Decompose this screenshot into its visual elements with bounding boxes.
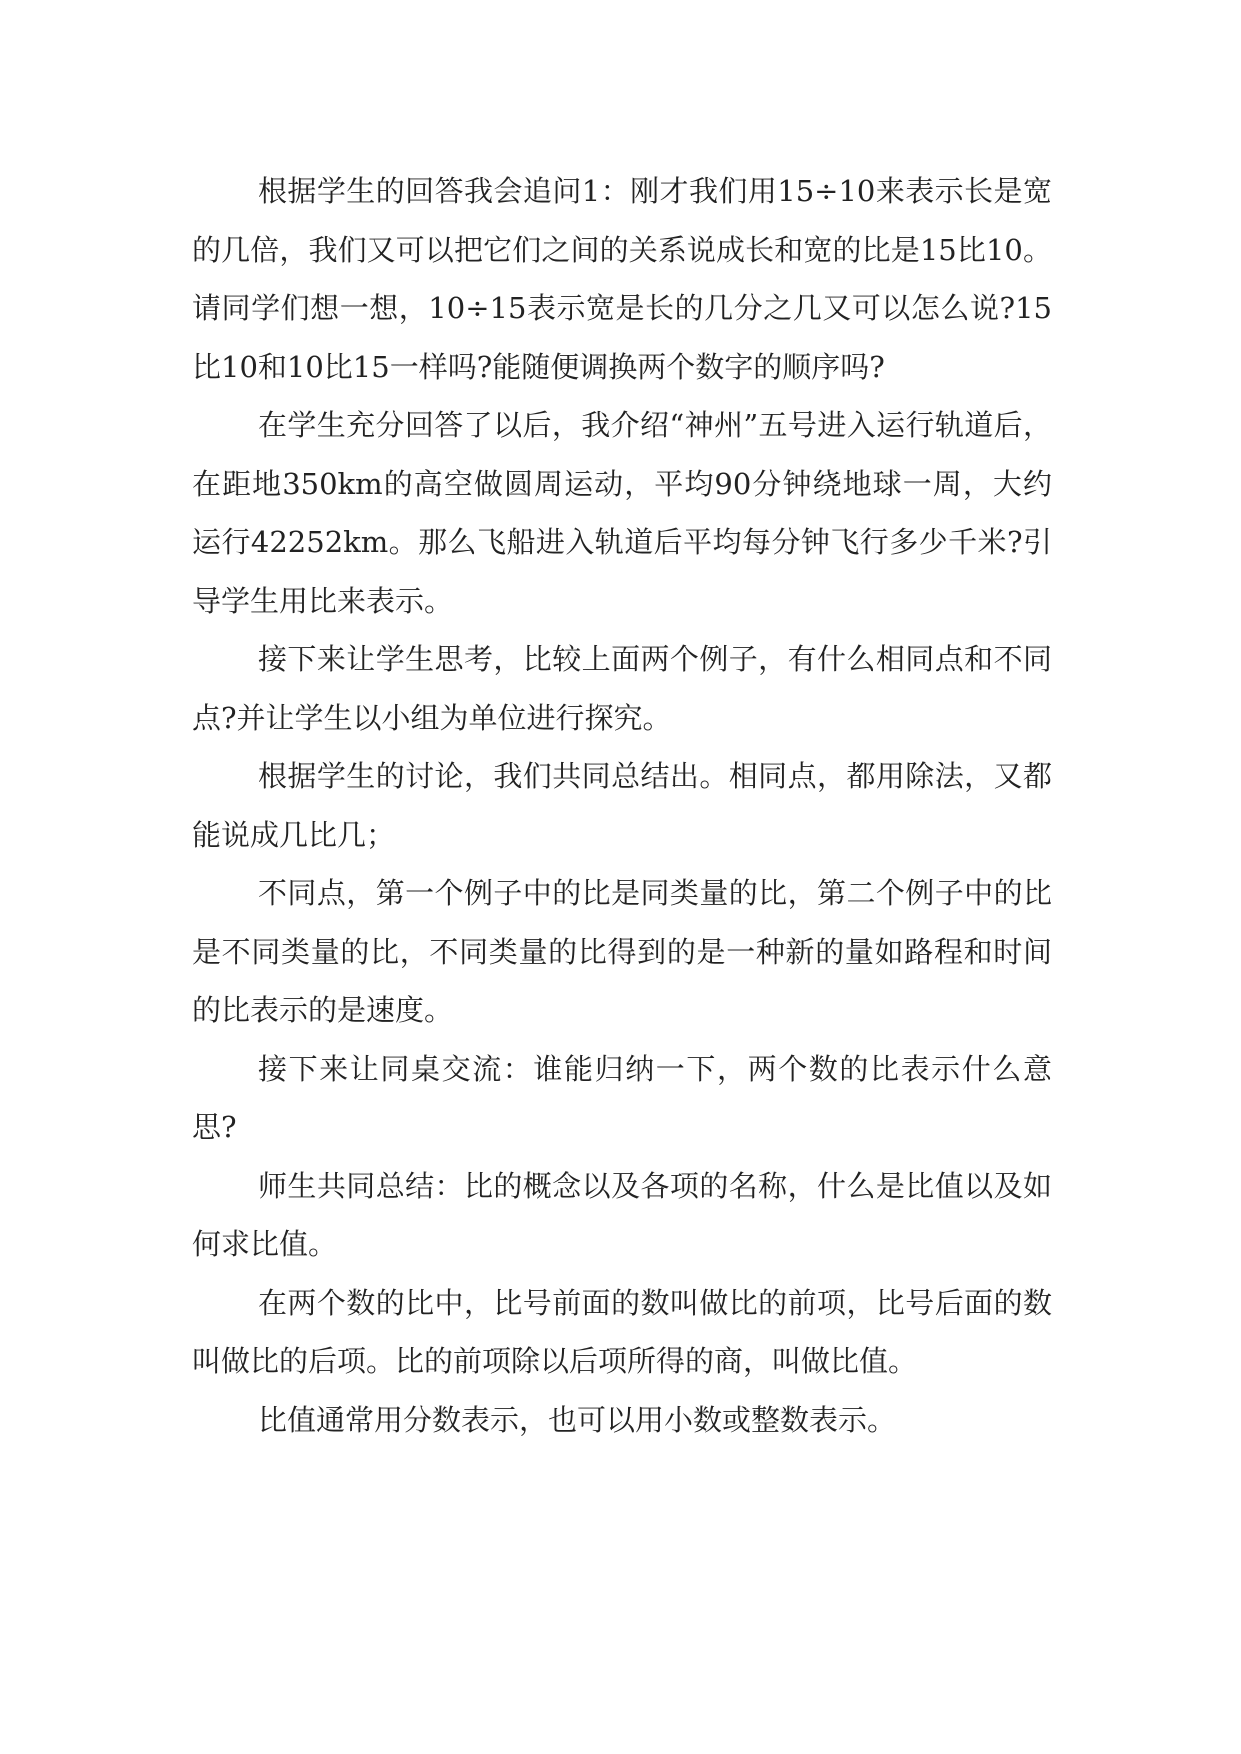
paragraph: 根据学生的讨论，我们共同总结出。相同点，都用除法，又都能说成几比几； [192,759,1052,852]
paragraph: 接下来让学生思考，比较上面两个例子，有什么相同点和不同点?并让学生以小组为单位进行探究。 [192,642,1052,735]
document-body [192,162,1052,1449]
paragraph: 根据学生的回答我会追问1：刚才我们用15÷10来表示长是宽的几倍，我们又可以把它们之间的关系说成长和宽的比是15比10。请同学们想一想，10÷15表示宽是长的几分之几又可以怎么说?15比10和10比15一样吗?能随便调换两个数字的顺序吗? [192,174,1052,384]
paragraph: 在两个数的比中，比号前面的数叫做比的前项，比号后面的数叫做比的后项。比的前项除以后项所得的商，叫做比值。 [192,1285,1052,1378]
paragraph: 在学生充分回答了以后，我介绍“神州”五号进入运行轨道后，在距地350km的高空做圆周运动，平均90分钟绕地球一周，大约运行42252km。那么飞船进入轨道后平均每分钟飞行多少千米?引导学生用比来表示。 [192,408,1052,618]
paragraph: 比值通常用分数表示，也可以用小数或整数表示。 [258,1402,897,1437]
paragraph: 接下来让同桌交流：谁能归纳一下，两个数的比表示什么意思? [192,1051,1052,1144]
paragraph: 师生共同总结：比的概念以及各项的名称，什么是比值以及如何求比值。 [192,1168,1052,1261]
paragraph: 不同点，第一个例子中的比是同类量的比，第二个例子中的比是不同类量的比，不同类量的比得到的是一种新的量如路程和时间的比表示的是速度。 [192,876,1052,1027]
